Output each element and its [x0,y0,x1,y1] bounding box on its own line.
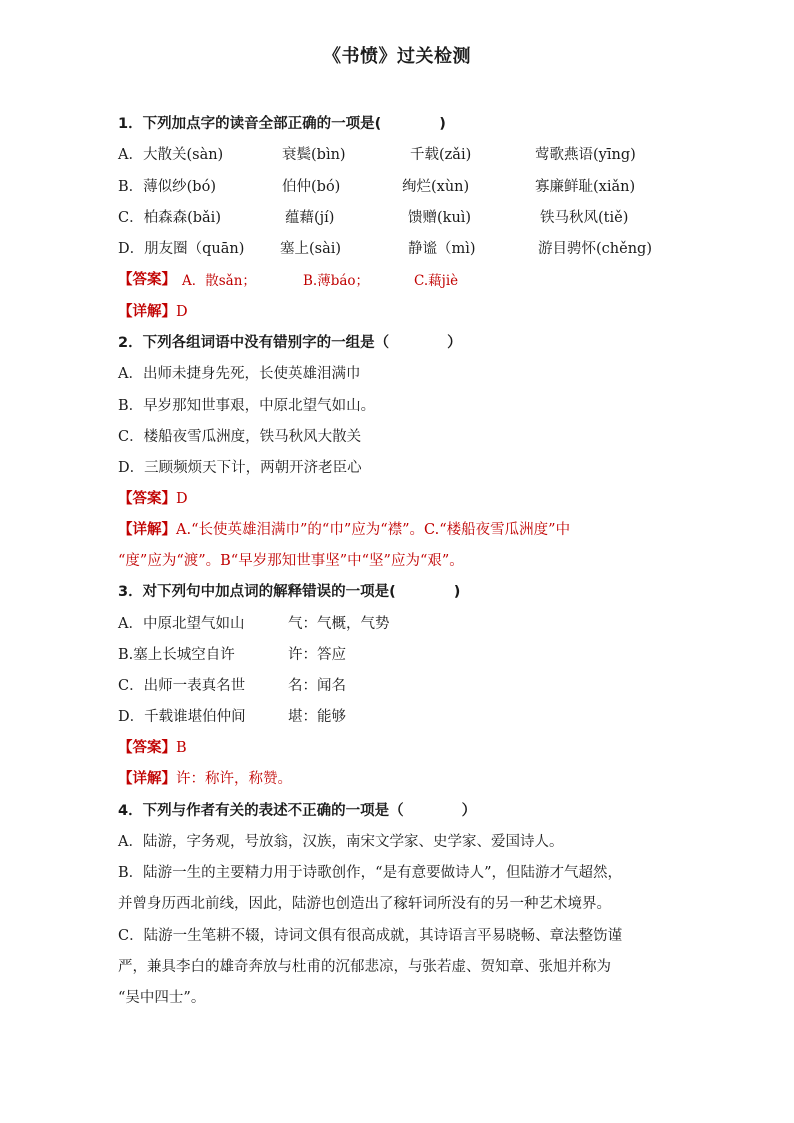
page-title: 《书愤》过关检测 [323,46,471,67]
q3-detail [118,767,292,788]
question-4-stem: 4．下列与作者有关的表述不正确的一项是（ ） [118,803,477,819]
q2-detail-line-2: “度”应为“渡”。B“早岁那知世事坚”中“坚”应为“艰”。 [118,553,464,569]
q1-option-b-2: 伯仲(bó) [282,179,341,195]
answer-text: D [176,491,188,507]
q3-option-c-meaning: 名：闻名 [288,678,346,694]
answer-tag: 【答案】 [118,740,176,756]
q1-option-c-1: C．柏森森(bǎi) [118,210,221,226]
detail-tag: 【详解】 [118,304,176,320]
q1-option-d-3: 静谧（mì) [408,241,476,257]
q1-answer [118,268,176,289]
detail-tag: 【详解】 [118,771,176,787]
q2-option-c: C．楼船夜雪瓜洲度，铁马秋风大散关 [118,429,362,445]
q3-option-d-meaning: 堪：能够 [288,709,346,725]
answer-text: B [176,740,187,756]
q3-option-a-meaning: 气：气概，气势 [288,616,390,632]
q3-option-b: B.塞上长城空自许 [118,647,235,663]
q1-option-a-2: 衰鬓(bìn) [282,147,346,163]
q2-option-b: B．早岁那知世事艰，中原北望气如山。 [118,398,376,414]
q1-option-b-3: 绚烂(xùn) [402,179,470,195]
q1-option-c-3: 馈赠(kuì) [408,210,472,226]
q1-answer-item-b: B.薄báo； [303,273,370,289]
q1-option-c-4: 铁马秋风(tiě) [540,210,629,226]
q3-option-b-meaning: 许：答应 [288,647,346,663]
q1-option-b-1: B．薄似纱(bó) [118,179,216,195]
q1-option-b-4: 寡廉鲜耻(xiǎn) [535,179,636,195]
q3-option-d: D．千载谁堪伯仲间 [118,709,246,725]
q1-option-a-1: A．大散关(sàn) [118,147,224,163]
q1-option-d-4: 游目骋怀(chěng) [538,241,652,257]
q4-option-c-line-3: “吴中四士”。 [118,990,206,1006]
q1-option-a-3: 千载(zǎi) [410,147,472,163]
answer-tag: 【答案】 [118,491,176,507]
question-1-stem: 1．下列加点字的读音全部正确的一项是( ) [118,116,446,132]
q3-option-c: C．出师一表真名世 [118,678,246,694]
q3-option-a: A．中原北望气如山 [118,616,245,632]
q1-option-a-4: 莺歌燕语(yīng) [535,147,636,163]
detail-text-line-1: A.“长使英雄泪满巾”的“巾”应为“襟”。C.“楼船夜雪瓜洲度”中 [176,522,571,538]
q2-option-a: A．出师未捷身先死，长使英雄泪满巾 [118,366,361,382]
q1-answer-item-c: C.藉jiè [414,273,459,289]
q2-detail [118,518,570,539]
answer-tag: 【答案】 [118,272,176,288]
q2-option-d: D．三顾频烦天下计，两朝开济老臣心 [118,460,362,476]
q2-answer [118,487,188,508]
q4-option-a: A．陆游，字务观，号放翁，汉族，南宋文学家、史学家、爱国诗人。 [118,834,564,850]
q1-answer-item-a: A．散sǎn； [182,273,256,289]
detail-text: D [176,304,188,320]
q1-option-c-2: 蕴藉(jí) [285,210,335,226]
q4-option-c-line-1: C．陆游一生笔耕不辍，诗词文俱有很高成就，其诗语言平易晓畅、章法整饬谨 [118,928,623,944]
q4-option-b-line-1: B．陆游一生的主要精力用于诗歌创作，“是有意要做诗人”，但陆游才气超然， [118,865,622,881]
q4-option-c-line-2: 严，兼具李白的雄奇奔放与杜甫的沉郁悲凉，与张若虚、贺知章、张旭并称为 [118,959,611,975]
detail-tag: 【详解】 [118,522,176,538]
question-2-stem: 2．下列各组词语中没有错别字的一组是（ ） [118,335,462,351]
q4-option-b-line-2: 并曾身历西北前线，因此，陆游也创造出了稼轩词所没有的另一种艺术境界。 [118,896,611,912]
question-3-stem: 3．对下列句中加点词的解释错误的一项是( ) [118,584,461,600]
q1-option-d-2: 塞上(sài) [280,241,342,257]
q1-option-d-1: D．朋友圈（quān) [118,241,245,257]
q3-answer [118,736,187,757]
detail-text: 许：称许，称赞。 [176,771,292,787]
q1-detail [118,300,188,321]
